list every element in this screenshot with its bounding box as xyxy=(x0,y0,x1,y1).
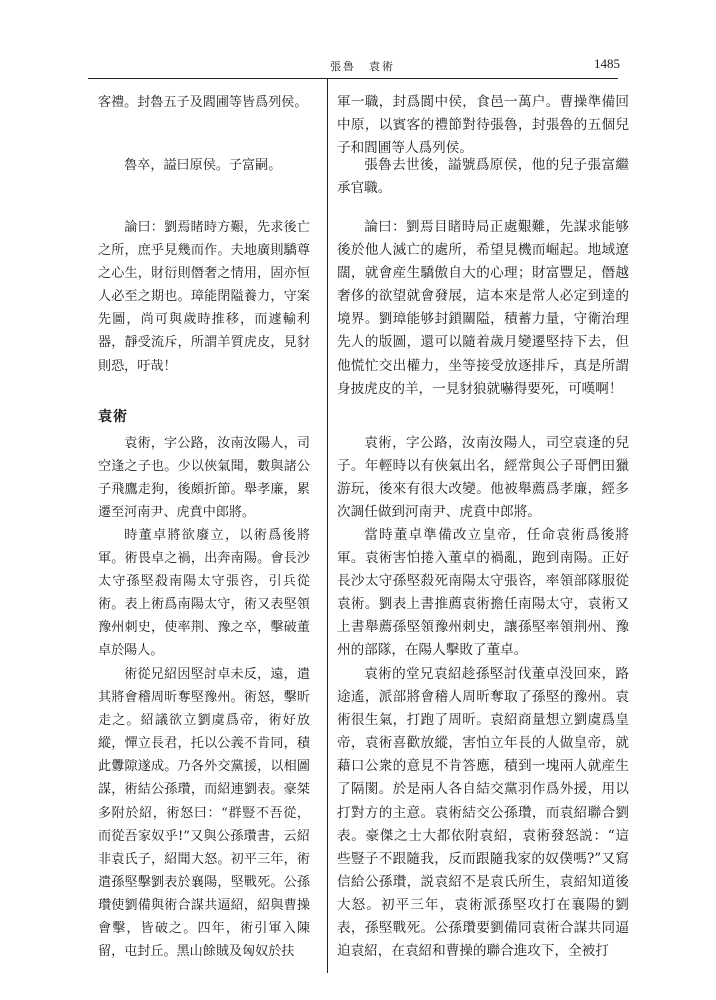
running-header-title: 張魯 袁術 xyxy=(330,60,395,73)
left-paragraph-2: 魯卒，謚曰原侯。子富嗣。 xyxy=(124,158,282,173)
section-title: 袁術 xyxy=(98,409,128,425)
right-paragraph-6: 袁術的堂兄袁紹趁孫堅討伐董卓没回來，路途遙，派部將會稽人周昕奪取了孫堅的豫州。袁術很生氣，打跑了周昕。袁紹商量想立劉虞爲皇帝，袁術喜歡放縱，害怕立年長的人做皇帝，就藉口公衆的意見不肯答應，積到一塊兩人就産生了隔閡。於是兩人各自結交黨羽作爲外援，用以打對方的主意。袁術結交公孫瓚，而袁紹聯合劉表。豪傑之士大都依附袁紹，袁術發怒説：“這些豎子不跟隨我，反而跟隨我家的奴僕嗎?”又寫信給公孫瓚，説袁紹不是袁氏所生，袁紹知道後大怒。初平三年，袁術派孫堅攻打在襄陽的劉表，孫堅戰死。公孫瓚要劉備同袁術合謀共同逼迫袁紹，在袁紹和曹操的聯合進攻下，全被打 xyxy=(337,666,629,960)
right-paragraph-1: 軍一職，封爲閬中侯，食邑一萬户。曹操準備回中原，以賓客的禮節對待張魯，封張魯的五個兒子和閻圃等人爲列侯。 xyxy=(337,94,629,157)
right-paragraph-2: 張魯去世後，謚號爲原侯，他的兒子張富繼承官職。 xyxy=(337,157,629,197)
right-paragraph-4: 袁術，字公路，汝南汝陽人，司空袁逢的兒子。年輕時以有俠氣出名，經常與公子哥們田獵游玩，後來有很大改變。他被舉薦爲孝廉，經多次調任做到河南尹、虎賁中郎將。 xyxy=(337,435,629,521)
left-paragraph-5: 時董卓將欲廢立，以術爲後將軍。術畏卓之禍，出奔南陽。會長沙太守孫堅殺南陽太守張咨，引兵從術。表上術爲南陽太守，術又表堅領豫州刺史，使率荆、豫之卒，擊破董卓於陽人。 xyxy=(98,528,310,659)
header-rule xyxy=(88,78,618,79)
left-paragraph-6: 術從兄紹因堅討卓未反，遠，遣其將會稽周昕奪堅豫州。術怒，擊昕走之。紹議欲立劉虞爲帝，術好放縱，憚立長君，托以公義不肯同，積此釁隙遂成。乃各外交黨援，以相圖謀，術結公孫瓚，而紹連劉表。豪桀多附於紹，術怒曰：“群豎不吾從，而從吾家奴乎!”又與公孫瓚書，云紹非袁氏子，紹聞大怒。初平三年，術遣孫堅擊劉表於襄陽，堅戰死。公孫瓚使劉備與術合謀共逼紹，紹與曹操會擊，皆破之。四年，術引軍入陳留，屯封丘。黑山餘賊及匈奴於扶 xyxy=(98,667,310,960)
left-commentary: 論曰：劉焉睹時方艱，先求後亡之所，庶乎見幾而作。夫地廣則驕尊之心生，財衍則僭奢之情用，固亦恒人必至之期也。璋能閉隘養力，守案先圖，尚可與歲時推移，而遽輸利器，靜受流斥，所謂羊質虎皮，見豺則恐，吁哉！ xyxy=(98,220,310,374)
right-commentary: 論曰：劉焉目睹時局正處艱難，先謀求能够後於他人滅亡的處所，希望見機而崛起。地域遼闊，就會産生驕傲自大的心理；財富豐足，僭越奢侈的欲望就會發展，這本來是常人必定到達的境界。劉璋能够封鎖關隘，積蓄力量，守衛治理先人的版圖，還可以隨着歲月變遷堅持下去，但他慌忙交出權力，坐等接受放逐排斥，真是所謂身披虎皮的羊，一見豺狼就嚇得要死，可嘆啊！ xyxy=(337,219,629,397)
page-number: 1485 xyxy=(594,56,620,71)
left-paragraph-4: 袁術，字公路，汝南汝陽人，司空逢之子也。少以俠氣聞，數與諸公子飛鷹走狗，後頗折節。舉孝廉，累遷至河南尹、虎賁中郎將。 xyxy=(98,436,310,521)
left-paragraph-1: 客禮。封魯五子及閻圃等皆爲列侯。 xyxy=(98,95,308,110)
column-divider xyxy=(327,78,328,973)
right-paragraph-5: 當時董卓準備改立皇帝，任命袁術爲後將軍。袁術害怕捲入董卓的禍亂，跑到南陽。正好長沙太守孫堅殺死南陽太守張咨，率領部隊服從袁術。劉表上書推薦袁術擔任南陽太守，袁術又上書舉薦孫堅領豫州刺史，讓孫堅率領荆州、豫州的部隊，在陽人擊敗了董卓。 xyxy=(337,527,629,659)
